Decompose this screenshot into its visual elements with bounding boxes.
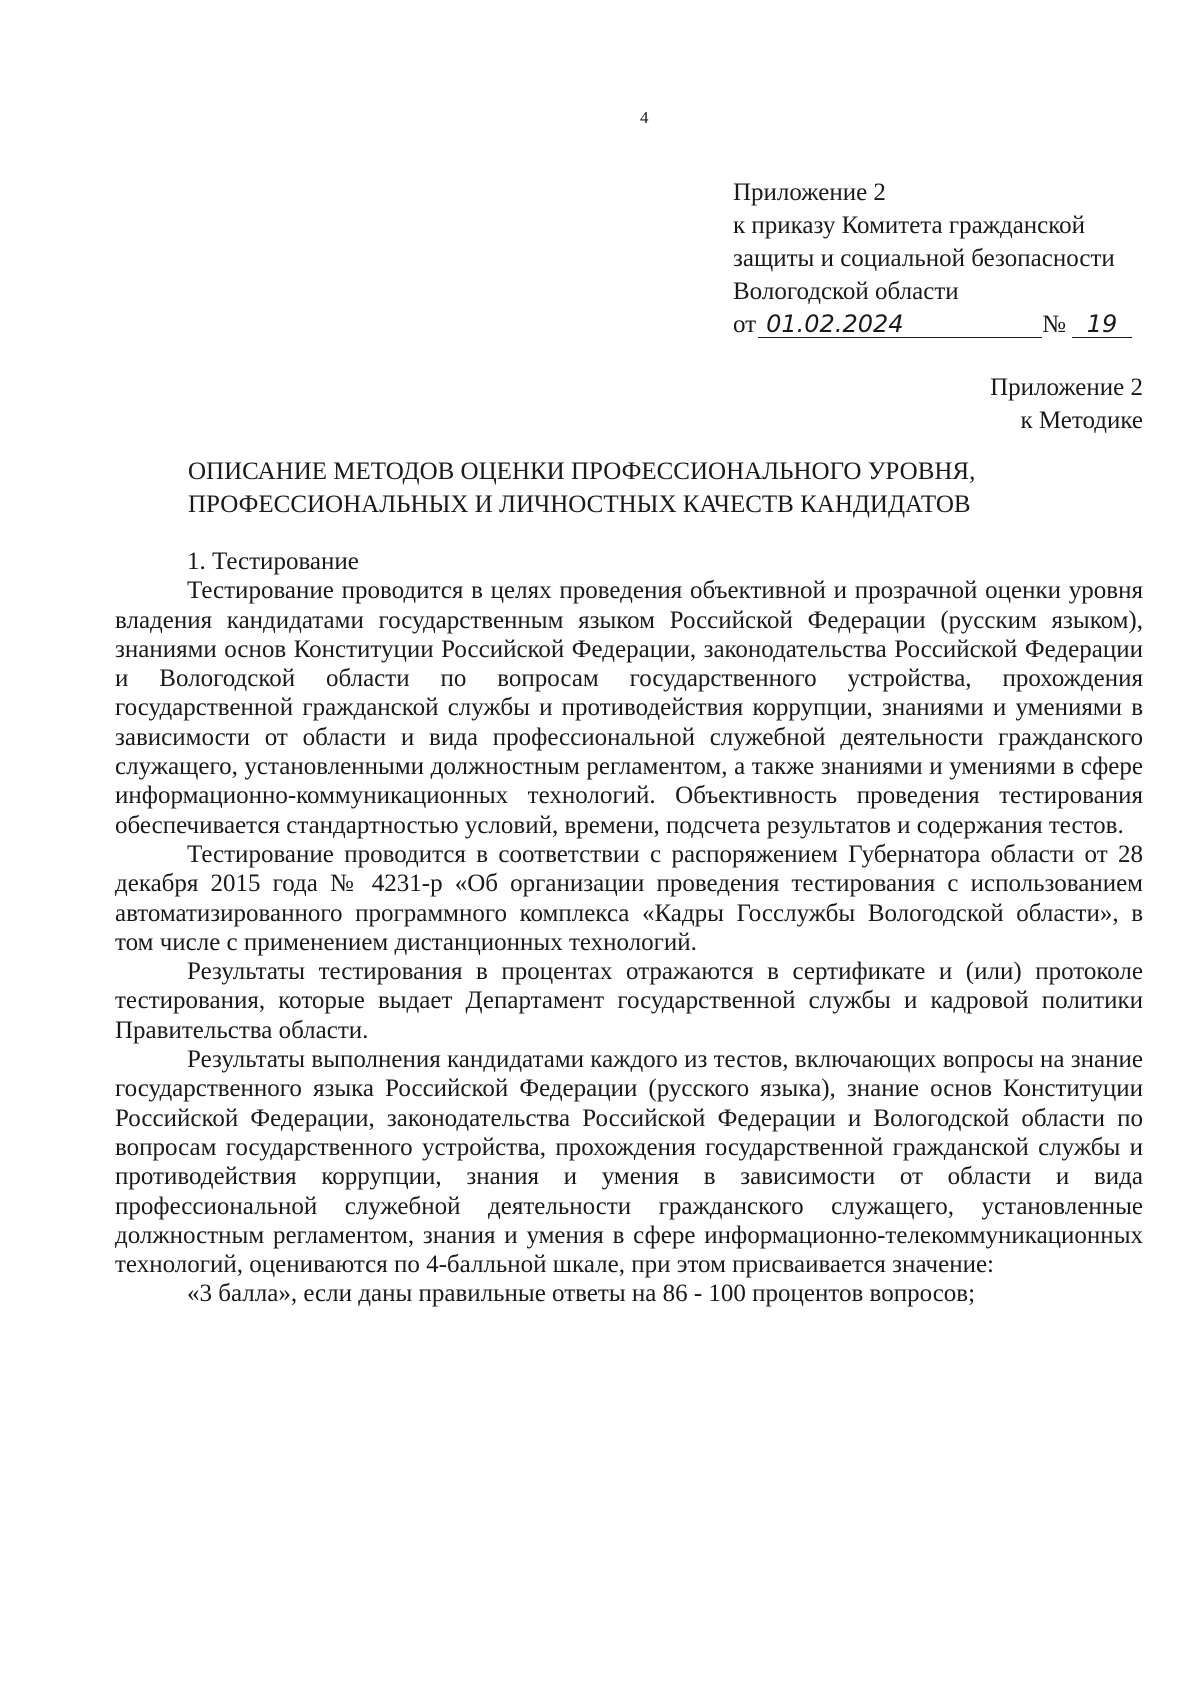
method-annex-line: к Методике (1020, 407, 1143, 434)
number-sign: № (1042, 311, 1066, 338)
handwritten-date: 01.02.2024 (758, 311, 1042, 338)
method-annex-title: Приложение 2 (990, 374, 1143, 401)
order-annex-title: Приложение 2 (733, 179, 886, 206)
page-number: 4 (640, 108, 649, 127)
section-heading: 1. Тестирование (187, 548, 359, 575)
title-line: ПРОФЕССИОНАЛЬНЫХ И ЛИЧНОСТНЫХ КАЧЕСТВ КАНДИДАТОВ (188, 491, 971, 518)
handwritten-number: 19 (1072, 311, 1132, 338)
paragraph: Тестирование проводится в целях проведения объективной и прозрачной оценки уровня владения кандидатами государственным языком Российской Федерации (русским языком), знаниями основ Конституции Российской Федерации, законодательства Российской Федерации и Вологодской области по вопросам государственного устройства, прохождения государственной гражданской службы и противодействия коррупции, знаниями и умениями в зависимости от области и вида профессиональной служебной деятельности гражданского служащего, установленными должностным регламентом, а также знаниями и умениями в сфере информационно-коммуникационных технологий. Объективность проведения тестирования обеспечивается стандартностью условий, времени, подсчета результатов и содержания тестов. (115, 577, 1143, 839)
document-title (188, 455, 975, 521)
order-date-line (733, 308, 1132, 341)
paragraph: «3 балла», если даны правильные ответы на 86 - 100 процентов вопросов; (187, 1280, 976, 1308)
document-body (115, 547, 1143, 1309)
paragraph: Результаты тестирования в процентах отражаются в сертификате и (или) протоколе тестирования, которые выдает Департамент государственной службы и кадровой политики Правительства области. (115, 958, 1143, 1044)
date-prefix: от (733, 311, 757, 338)
paragraph: Тестирование проводится в соответствии с распоряжением Губернатора области от 28 декабря 2015 года № 4231-р «Об организации проведения тестирования с использованием автоматизированного программного комплекса «Кадры Госслужбы Вологодской области», в том числе с применением дистанционных технологий. (115, 840, 1143, 956)
order-annex-line: защиты и социальной безопасности (733, 245, 1115, 272)
title-line: ОПИСАНИЕ МЕТОДОВ ОЦЕНКИ ПРОФЕССИОНАЛЬНОГО УРОВНЯ, (188, 458, 976, 485)
paragraph: Результаты выполнения кандидатами каждого из тестов, включающих вопросы на знание государственного языка Российской Федерации (русского языка), знание основ Конституции Российской Федерации, законодательства Российской Федерации и Вологодской области по вопросам государственного устройства, прохождения государственной гражданской службы и противодействия коррупции, знания и умения в зависимости от области и вида профессиональной служебной деятельности гражданского служащего, установленные должностным регламентом, знания и умения в сфере информационно-телекоммуникационных технологий, оцениваются по 4-балльной шкале, при этом присваивается значение: (115, 1046, 1143, 1279)
order-annex-line: к приказу Комитета гражданской (733, 212, 1086, 239)
order-annex-line: Вологодской области (733, 278, 959, 305)
method-annex-block (990, 371, 1143, 437)
order-annex-block (733, 176, 1132, 341)
